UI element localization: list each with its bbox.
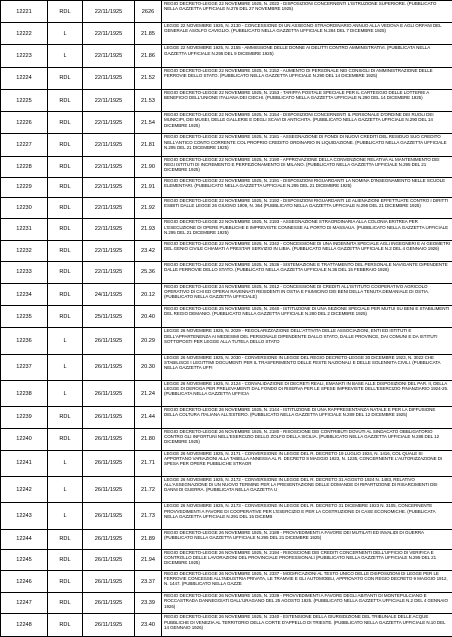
row-description: REGIO DECRETO-LEGGE 22 NOVEMBRE 1925, N. 2152 - AUMENTO DI PERSONALE NEI CONSIGLI DI AMMINISTRAZIONE DELLE FERROVIE DELLO STATO. (PUBBLICATO NELLA GAZZETTA UFFICIALE N.290 DEL 14 DICEMBRE 1925)	[162, 67, 452, 89]
row-code: 20.12	[135, 283, 162, 305]
row-date: 22/11/1925	[83, 45, 135, 67]
row-description: REGIO DECRETO-LEGGE 25 NOVEMBRE 1925, N. 2040 - ISTITUZIONE DI UNA SEZIONE SPECIALE PER MUTUI SU BENI E STABILIMENTI DEL REGIO DEMANIO. (PUBBLICATO NELLA GAZZETTA UFFICIALE N.280 DEL 2 DICEMBRE 1925)	[162, 306, 452, 328]
table-row	[1, 529, 452, 549]
table-row	[1, 134, 452, 156]
row-act-type: L	[48, 23, 83, 45]
table-row	[1, 67, 452, 89]
row-date: 26/11/1925	[83, 571, 135, 593]
law-register-body	[1, 1, 452, 637]
row-number: 12222	[1, 23, 48, 45]
row-date: 26/11/1925	[83, 549, 135, 570]
row-act-type: RDL	[48, 283, 83, 305]
row-date: 26/11/1925	[83, 428, 135, 450]
row-number: 12227	[1, 134, 48, 156]
table-row	[1, 261, 452, 283]
row-description: REGIO DECRETO-LEGGE 26 NOVEMBRE 1925, N. 2337 - MODIFICAZIONI AL TESTO UNICO DELLE DISPOSIZIONI DI LEGGE PER LE FERROVIE CONCESSE ALL'INDUSTRIA PRIVATA, LE TRAMVIE E GLI AUTOMOBILI, APPROVATO CON REGIO DECRETO 9 MAGGIO 1912, N. 1447. (PUBBLICATO NELLA GAZZE	[162, 571, 452, 593]
row-description: REGIO DECRETO-LEGGE 26 NOVEMBRE 1925, N. 2144 - ISTITUZIONE DI UNA RAPPRESENTANZA NATALE E PER LA DIFFUSIONE DELLA COLTURA ITALIANA ALL'ESTERO. (PUBBLICATO NELLA GAZZETTA UFFICIALE N.289 DEL 12 DICEMBRE 1925)	[162, 407, 452, 428]
row-date: 22/11/1925	[83, 198, 135, 219]
row-description: REGIO DECRETO-LEGGE 26 NOVEMBRE 1925, N. 2180 - RISOSCIONE DEI CONTRIBUTI DOVUTI AL SINDACATO OBBLIGATORIO CONTRO GLI INFORTUNI NELL'ESERCIZIO DELLO ZOLFO DELLA SICILIA. (PUBBLICATO NELLA GAZZETTA UFFICIALE N.288 DEL 12 DICEMBRE 1925)	[162, 428, 452, 450]
row-description: LEGGE 26 NOVEMBRE 1925, N. 2173 - CONVERSIONE IN LEGGE DEL R. DECRETO 31 DICEMBRE 1923 N. 3105, CONCERNENTE PROVVEDIMENTI A FAVORE DI COOPERATIVE PER L'ESERCIZIO E PER LA COSTRUZIONE DI CASE ECONOMICHE. (PUBBLICATA NELLA GAZZETTA UFFICIALE N.291 DEL 15 DICEMB	[162, 503, 452, 529]
table-row	[1, 571, 452, 593]
row-code: 21.53	[135, 89, 162, 111]
table-row	[1, 381, 452, 407]
row-date: 26/11/1925	[83, 614, 135, 637]
row-act-type: RDL	[48, 306, 83, 328]
row-act-type: L	[48, 503, 83, 529]
row-code: 21.44	[135, 407, 162, 428]
row-description: REGIO DECRETO-LEGGE 26 NOVEMBRE 1925, N. 2194 - RISOSCIONE DEI CREDITI CONCERNENTI DELL'UFFICIO DI VERIFICA E CONTROLLO DELLE LAVORAZIONI DEL PROVINCIALE PROFESSIONALI (PUBBLICATO NELLA GAZZETTA UFFICIALE N.295 DEL 21 DICEMBRE 1925)	[162, 549, 452, 570]
row-act-type: RDL	[48, 407, 83, 428]
table-row	[1, 240, 452, 261]
table-row	[1, 328, 452, 354]
row-number: 12226	[1, 112, 48, 134]
row-act-type: RDL	[48, 571, 83, 593]
row-code: 20.29	[135, 328, 162, 354]
row-description: LEGGE 22 NOVEMBRE 1925, N. 2130 - CONCESSIONE DI UN ASSEGNO STRAORDINARIO ANNUO ALLA VEDOVA E AGLI ORFANI DEL GENERALE ASOLFO CAVIGLIO. (PUBBLICATO NELLA GAZZETTA UFFICIALE N.284 DEL 7 DICEMBRE 1925)	[162, 23, 452, 45]
row-number: 12228	[1, 156, 48, 177]
table-row	[1, 1, 452, 23]
table-row	[1, 593, 452, 614]
row-number: 12239	[1, 407, 48, 428]
row-code: 21.89	[135, 529, 162, 549]
row-code: 21.93	[135, 219, 162, 240]
row-date: 22/11/1925	[83, 219, 135, 240]
row-description: REGIO DECRETO-LEGGE 22 NOVEMBRE 1925, N. 2190 - APPROVAZIONE DELLA CONVENZIONE RELATIVA AL MANTENIMENTO DEI REGI ISTITUTI DI INCREMENTO E PERFEZIONAMENTO DI MILANO. (PUBBLICATO NELLA GAZZETTA UFFICIALE N.295 DEL 21 DICEMBRE 1925)	[162, 156, 452, 177]
row-code: 25.36	[135, 261, 162, 283]
row-act-type: RDL	[48, 549, 83, 570]
row-description: REGIO DECRETO-LEGGE 22 NOVEMBRE 1925, N. 2342 - CONCESSIONE DI UNA INDENNITA SPECIALE AGLI INGEGNERI E AI GEOMETRI DEL GENIO CIVILE CHIAMATI A PRESTAR SERVIZIO IN LIBIA. (PUBBLICATO NELLA GAZZETTA UFFICIALE N.2 DEL 4 GENNAIO 1926)	[162, 240, 452, 261]
row-number: 12231	[1, 219, 48, 240]
row-code: 21.24	[135, 381, 162, 407]
table-row	[1, 428, 452, 450]
row-description: REGIO DECRETO-LEGGE 22 NOVEMBRE 1925, N. 2536 - SISTEMAZIONE E TRATTAMENTO DEL PERSONALE NAVIGANTE DIPENDENTE DALLE FERROVIE DELLO STATO. (PUBBLICATO NELLA GAZZETTA UFFICIALE N.36 DEL 15 FEBBRAIO 1926)	[162, 261, 452, 283]
row-act-type: RDL	[48, 156, 83, 177]
row-description: REGIO DECRETO-LEGGE 22 NOVEMBRE 1925, N. 2153 - TARIFFA POSTALE SPECIALE PER IL CARTEGGIO DELLE LOTTERIE A BENEFICIO DELL'UNIONE ITALIANA DEI CIECHI. (PUBBLICATO NELLA GAZZETTA UFFICIALE N.290 DEL 14 DICEMBRE 1925)	[162, 89, 452, 111]
row-date: 22/11/1925	[83, 112, 135, 134]
row-description: REGIO DECRETO-LEGGE 26 NOVEMBRE 1925, N. 2339 - PROVVEDIMENTI A FAVORE DEGLI ABITANTI DI MONTEPULCIANO E ROCCASTRADA DANNEGGIATI DALL'URAGANO DEL 25 AGOSTO 1925. (PUBBLICATO NELLA GAZZETTA UFFICIALE N.2 DEL 4 GENNAIO 1926)	[162, 593, 452, 614]
row-date: 26/11/1925	[83, 407, 135, 428]
row-date: 22/11/1925	[83, 1, 135, 23]
row-act-type: RDL	[48, 177, 83, 197]
table-row	[1, 306, 452, 328]
row-code: 21.92	[135, 198, 162, 219]
row-code: 23.39	[135, 593, 162, 614]
table-row	[1, 112, 452, 134]
row-number: 12230	[1, 198, 48, 219]
row-number: 12240	[1, 428, 48, 450]
table-row	[1, 23, 452, 45]
row-description: LEGGE 26 NOVEMBRE 1925, N. 2172 - CONVERSIONE IN LEGGE DEL R. DECRETO 31 AGOSTO 1924 N. 1483, RELATIVO ALL'ASSEGNAZIONE DI UN NUOVO TERMINE PER LA PRESENTAZIONE DELLE DOMANDE DI RIPARTIZIONE DI RISARCIMENTI DEI DANNI DI GUERRA. (PUBBLICATA NELLA GAZZETTA U	[162, 477, 452, 503]
row-code: 20.30	[135, 354, 162, 380]
row-act-type: L	[48, 477, 83, 503]
row-code: 21.91	[135, 177, 162, 197]
row-act-type: RDL	[48, 261, 83, 283]
row-code: 21.85	[135, 23, 162, 45]
table-row	[1, 177, 452, 197]
table-row	[1, 354, 452, 380]
row-code: 23.42	[135, 240, 162, 261]
row-description: LEGGE 26 NOVEMBRE 1925, N. 2029 - REGOLARIZZAZIONE DELL'ATTIVITA DELLE ASSOCIAZIONI, ENTI ED ISTITUTI E DELL'APPARTENENZA AI MEDESIMI DEL PERSONALE DIPENDENTE DALLO STATO, DALLE PROVINCE, DAI COMUNI E DA ISTITUTI SOTTOPOSTI PER LEGGE ALLA TUTELA DELLO STATO	[162, 328, 452, 354]
row-number: 12236	[1, 328, 48, 354]
row-number: 12241	[1, 450, 48, 476]
row-number: 12246	[1, 571, 48, 593]
row-act-type: L	[48, 450, 83, 476]
row-code: 21.54	[135, 112, 162, 134]
row-act-type: RDL	[48, 134, 83, 156]
row-number: 12245	[1, 549, 48, 570]
table-row	[1, 477, 452, 503]
table-row	[1, 407, 452, 428]
table-row	[1, 219, 452, 240]
table-row	[1, 450, 452, 476]
row-date: 22/11/1925	[83, 261, 135, 283]
row-code: 21.90	[135, 156, 162, 177]
row-date: 22/11/1925	[83, 134, 135, 156]
row-act-type: RDL	[48, 1, 83, 23]
row-number: 12243	[1, 503, 48, 529]
row-code: 21.72	[135, 477, 162, 503]
row-date: 26/11/1925	[83, 503, 135, 529]
row-date: 22/11/1925	[83, 156, 135, 177]
row-description: REGIO DECRETO-LEGGE 22 NOVEMBRE 1925, N. 2193 - ASSEGNAZIONE STRAORDINARIA ALLA COLONIA ERITREA PER L'ESECUZIONE DI OPERE PUBBLICHE E IMPREVISTE CONNESSE AL PORTO DI MASSAUA. (PUBBLICATO NELLA GAZZETTA UFFICIALE N.295 DEL 21 DICEMBRE 1925)	[162, 219, 452, 240]
row-date: 22/11/1925	[83, 23, 135, 45]
row-number: 12224	[1, 67, 48, 89]
row-date: 22/11/1925	[83, 67, 135, 89]
row-date: 26/11/1925	[83, 529, 135, 549]
row-act-type: L	[48, 45, 83, 67]
row-number: 12247	[1, 593, 48, 614]
row-description: REGIO DECRETO-LEGGE 26 NOVEMBRE 1925, N. 2189 - PROVVEDIMENTI A FAVORE DEI MUTILATI ED INVALIDI DI GUERRA (PUBBLICATO NELLA GAZZETTA UFFICIALE N.295 DEL 21 DICEMBRE 1925)	[162, 529, 452, 549]
row-code: 2626	[135, 1, 162, 23]
row-date: 22/11/1925	[83, 240, 135, 261]
row-number: 12221	[1, 1, 48, 23]
row-description: REGIO DECRETO-LEGGE 22 NOVEMBRE 1925, N. 2181 - ASSEGNAZIONE DI FONDI DI NUOVI CREDITI DEL RESIDUO SUO CREDITO NELL'ANTICO CONTO CORRENTE COL PROPRIO CREDITO ORDINARIO IN LIQUIDAZIONE. (PUBBLICATO NELLA GAZZETTA UFFICIALE N.295 DEL 21 DICEMBRE 1925)	[162, 134, 452, 156]
row-code: 21.52	[135, 67, 162, 89]
row-code: 21.94	[135, 549, 162, 570]
row-description: LEGGE 26 NOVEMBRE 1925, N. 2030 - CONVERSIONE IN LEGGE DEL REGIO DECRETO-LEGGE 30 DICEMBRE 1923, N. 3022 CHE STABILISCE I LEGITTIMI DOCUMENTI PER IL TRASFERIMENTO DELLE FESTE NAZIONALI E DELLE SOLENNITA CIVILI. (PUBBLICATA NELLA GAZZETTA UFFI	[162, 354, 452, 380]
row-number: 12244	[1, 529, 48, 549]
row-act-type: L	[48, 354, 83, 380]
table-row	[1, 283, 452, 305]
row-description: LEGGE 22 NOVEMBRE 1925, N. 2155 - AMMISSIONE DELLE DONNE AI DELITTI CONTRO AMMINISTRATIVI. (PUBBLICATA NELLA GAZZETTA UFFICIALE N.295 DEL 9 DICEMBRE 1925)	[162, 45, 452, 67]
row-code: 23.40	[135, 614, 162, 637]
row-description: REGIO DECRETO-LEGGE 24 NOVEMBRE 1925, N. 2012 - CONCESSIONE DI CREDITI ALL'ISTITUTO COOPERATIVO AGRICOLO OPERATIVO DI CHI ED OPERAI RAVENNATI RESIDENTI IN OSTIA E FIUMICINO DEI BENI DELLA TENUTA DEMANIALE DI OSTIA. (PUBBLICATO NELLA GAZZETTA UFFICIALE)	[162, 283, 452, 305]
row-number: 12248	[1, 614, 48, 637]
row-code: 21.81	[135, 134, 162, 156]
table-row	[1, 614, 452, 637]
row-date: 26/11/1925	[83, 593, 135, 614]
row-number: 12237	[1, 354, 48, 380]
row-act-type: RDL	[48, 112, 83, 134]
row-act-type: RDL	[48, 67, 83, 89]
row-number: 12233	[1, 261, 48, 283]
row-number: 12238	[1, 381, 48, 407]
row-number: 12229	[1, 177, 48, 197]
row-act-type: L	[48, 328, 83, 354]
row-act-type: RDL	[48, 593, 83, 614]
row-description: LEGGE 26 NOVEMBRE 1925, N. 2124 - CONVALIDAZIONE DI DECRETI REALI, EMANATI IN BASE ALLE DISPOSIZIONI DEL PAR. II, DELLA LEGGE DI DEROGA PER PRELEVAMENTI DAL FONDO DI RISERVA PER LE SPESE IMPREVISTE DELL'ESERCIZIO FINANZIARIO 1924-25. (PUBBLICATA NELLA GAZZETTA UFFICIA	[162, 381, 452, 407]
row-code: 23.37	[135, 571, 162, 593]
row-date: 26/11/1925	[83, 381, 135, 407]
row-number: 12225	[1, 89, 48, 111]
row-act-type: RDL	[48, 529, 83, 549]
row-date: 22/11/1925	[83, 89, 135, 111]
row-date: 26/11/1925	[83, 354, 135, 380]
row-date: 26/11/1925	[83, 477, 135, 503]
row-date: 26/11/1925	[83, 328, 135, 354]
row-act-type: RDL	[48, 240, 83, 261]
table-row	[1, 198, 452, 219]
row-description: REGIO DECRETO-LEGGE 22 NOVEMBRE 1925, N. 2022 - DISPOSIZIONI CONCERNENTI L'ISTRUZIONE SUPERIORE. (PUBBLICATO NELLA GAZZETTA UFFICIALE N.276 DEL 27 NOVEMBRE 1925)	[162, 1, 452, 23]
row-act-type: RDL	[48, 219, 83, 240]
row-code: 21.73	[135, 503, 162, 529]
row-date: 26/11/1925	[83, 450, 135, 476]
row-description: REGIO DECRETO-LEGGE 26 NOVEMBRE 1925, N. 2340 - ESTENSIONE DELLA GIURISDIZIONE DEL TRIBUNALE DELLE ACQUE PUBBLICHE DI VENEZIA AL TERRITORIO DELLA CORTE D'APPELLO DI TRIESTE. (PUBBLICATO NELLA GAZZETTA UFFICIALE N.10 DEL 14 GENNAIO 1926)	[162, 614, 452, 637]
row-date: 22/11/1925	[83, 177, 135, 197]
row-code: 20.40	[135, 306, 162, 328]
row-number: 12234	[1, 283, 48, 305]
table-row	[1, 156, 452, 177]
row-act-type: L	[48, 381, 83, 407]
row-number: 12223	[1, 45, 48, 67]
table-row	[1, 45, 452, 67]
table-row	[1, 503, 452, 529]
row-date: 25/11/1925	[83, 306, 135, 328]
row-number: 12235	[1, 306, 48, 328]
row-act-type: RDL	[48, 89, 83, 111]
row-number: 12232	[1, 240, 48, 261]
row-act-type: RDL	[48, 428, 83, 450]
table-row	[1, 549, 452, 570]
row-date: 24/11/1925	[83, 283, 135, 305]
row-number: 12242	[1, 477, 48, 503]
row-code: 21.80	[135, 428, 162, 450]
row-description: REGIO DECRETO-LEGGE 22 NOVEMBRE 1925, N. 2191 - DISPOSIZIONI RIGUARDANTI LA NOMINA D'INSEGNAMENTO NELLE SCUOLE ELEMENTARI. (PUBBLICATO NELLA GAZZETTA UFFICIALE N.295 DEL 21 DICEMBRE 1925)	[162, 177, 452, 197]
row-description: REGIO DECRETO-LEGGE 22 NOVEMBRE 1925, N. 2154 - DISPOSIZIONI CONCERNENTI IL PERSONALE D'ORDINE DEI RUOLI DEI MUNICIPI, DEI MUSEI, DELLE GALLERIE E DEGLI SCAVI DI ANTICHITA. (PUBBLICATO NELLA GAZZETTA UFFICIALE N.290 DEL 14 DICEMBRE 1925)	[162, 112, 452, 134]
row-act-type: RDL	[48, 614, 83, 637]
row-code: 21.86	[135, 45, 162, 67]
row-description: LEGGE 26 NOVEMBRE 1925, N. 2171 - CONVERSIONE IN LEGGE DEL R. DECRETO 19 LUGLIO 1924, N. 1416, COL QUALE SI APPORTANO VARIAZIONI ALLA TABELLA ANNESSA AL R. DECRETO 8 MAGGIO 1923, N. 1235, CONCERNENTE L'AUTORIZZAZIONE DI SPESA PER OPERE PUBBLICHE STRAOR	[162, 450, 452, 476]
row-code: 21.71	[135, 450, 162, 476]
table-row	[1, 89, 452, 111]
row-description: REGIO DECRETO-LEGGE 22 NOVEMBRE 1925, N. 2192 - DISPOSIZIONI RIGUARDANTI LE ALIENAZIONI EFFETTUATE CONTRO I DIRITTI ESIBITI DALLE LEGGE 26 GIUGNO 1909, N. 364 (PUBBLICATO NELLA GAZZETTA UFFICIALE N.295 DEL 21 DICEMBRE 1925)	[162, 198, 452, 219]
row-act-type: RDL	[48, 198, 83, 219]
